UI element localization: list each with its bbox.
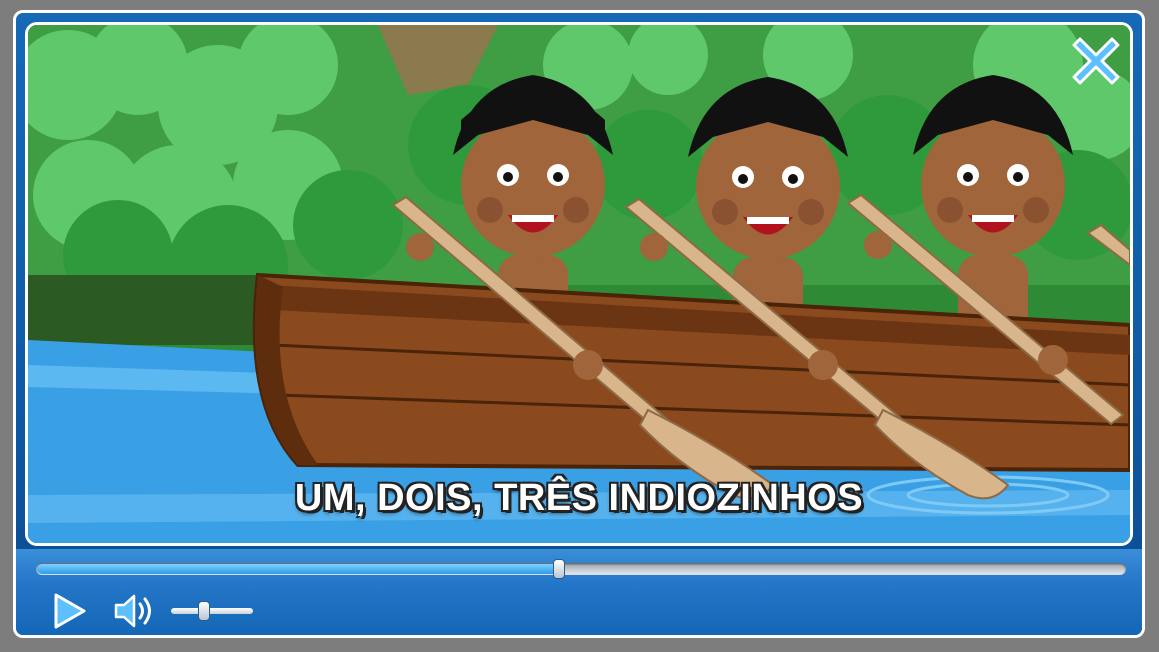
progress-fill: [37, 564, 559, 574]
volume-icon: [112, 593, 160, 629]
volume-button[interactable]: [112, 593, 160, 629]
close-button[interactable]: [1070, 33, 1122, 85]
video-subtitle: UM, DOIS, TRÊS INDIOZINHOS: [294, 477, 864, 519]
progress-bar[interactable]: [36, 563, 1126, 575]
close-icon: [1070, 33, 1122, 85]
video-frame-illustration: [28, 25, 1130, 543]
play-button[interactable]: [48, 591, 88, 631]
volume-slider[interactable]: [171, 608, 253, 614]
player-controls: [16, 549, 1142, 635]
video-player: [13, 10, 1145, 638]
play-icon: [48, 591, 88, 631]
progress-thumb[interactable]: [553, 559, 565, 579]
video-viewport[interactable]: [25, 22, 1133, 546]
volume-thumb[interactable]: [198, 601, 210, 621]
